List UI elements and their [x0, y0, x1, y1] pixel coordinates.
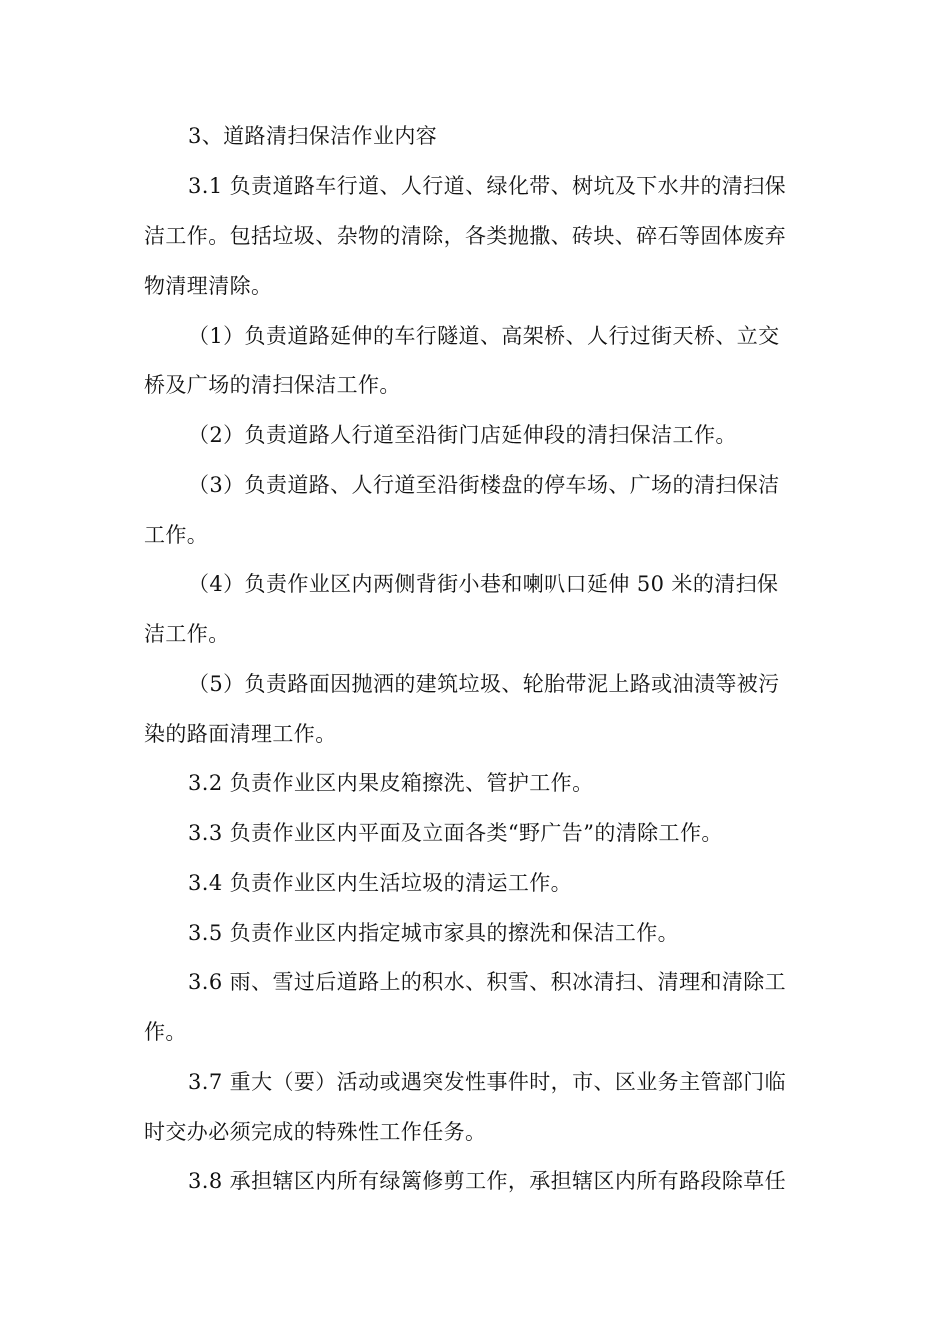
section-heading: 3、道路清扫保洁作业内容 [188, 124, 438, 148]
paragraph-line: 3.1 负责道路车行道、人行道、绿化带、树坑及下水井的清扫保 [188, 174, 787, 198]
paragraph-line: 3.4 负责作业区内生活垃圾的清运工作。 [188, 871, 573, 895]
paragraph-line: 作。 [144, 1020, 187, 1044]
paragraph-line: 3.7 重大（要）活动或遇突发性事件时，市、区业务主管部门临 [188, 1070, 787, 1094]
paragraph-line: （2）负责道路人行道至沿街门店延伸段的清扫保洁工作。 [188, 423, 737, 447]
paragraph-line: 洁工作。包括垃圾、杂物的清除，各类抛撒、砖块、碎石等固体废弃 [144, 224, 786, 248]
paragraph-line: 桥及广场的清扫保洁工作。 [144, 373, 401, 397]
paragraph-line: 3.5 负责作业区内指定城市家具的擦洗和保洁工作。 [188, 921, 680, 945]
paragraph-line: （1）负责道路延伸的车行隧道、高架桥、人行过街天桥、立交 [188, 324, 780, 348]
paragraph-line: 时交办必须完成的特殊性工作任务。 [144, 1120, 487, 1144]
paragraph-line: （5）负责路面因抛洒的建筑垃圾、轮胎带泥上路或油渍等被污 [188, 672, 780, 696]
paragraph-line: 物清理清除。 [144, 274, 273, 298]
paragraph-line: 3.3 负责作业区内平面及立面各类“野广告”的清除工作。 [188, 821, 723, 845]
paragraph-line: 3.8 承担辖区内所有绿篱修剪工作，承担辖区内所有路段除草任 [188, 1169, 787, 1193]
paragraph-line: （4）负责作业区内两侧背街小巷和喇叭口延伸 50 米的清扫保 [188, 572, 779, 596]
paragraph-line: 工作。 [144, 523, 209, 547]
paragraph-line: （3）负责道路、人行道至沿街楼盘的停车场、广场的清扫保洁 [188, 473, 780, 497]
paragraph-line: 3.2 负责作业区内果皮箱擦洗、管护工作。 [188, 771, 594, 795]
paragraph-line: 3.6 雨、雪过后道路上的积水、积雪、积冰清扫、清理和清除工 [188, 970, 787, 994]
paragraph-line: 洁工作。 [144, 622, 230, 646]
paragraph-line: 染的路面清理工作。 [144, 722, 337, 746]
